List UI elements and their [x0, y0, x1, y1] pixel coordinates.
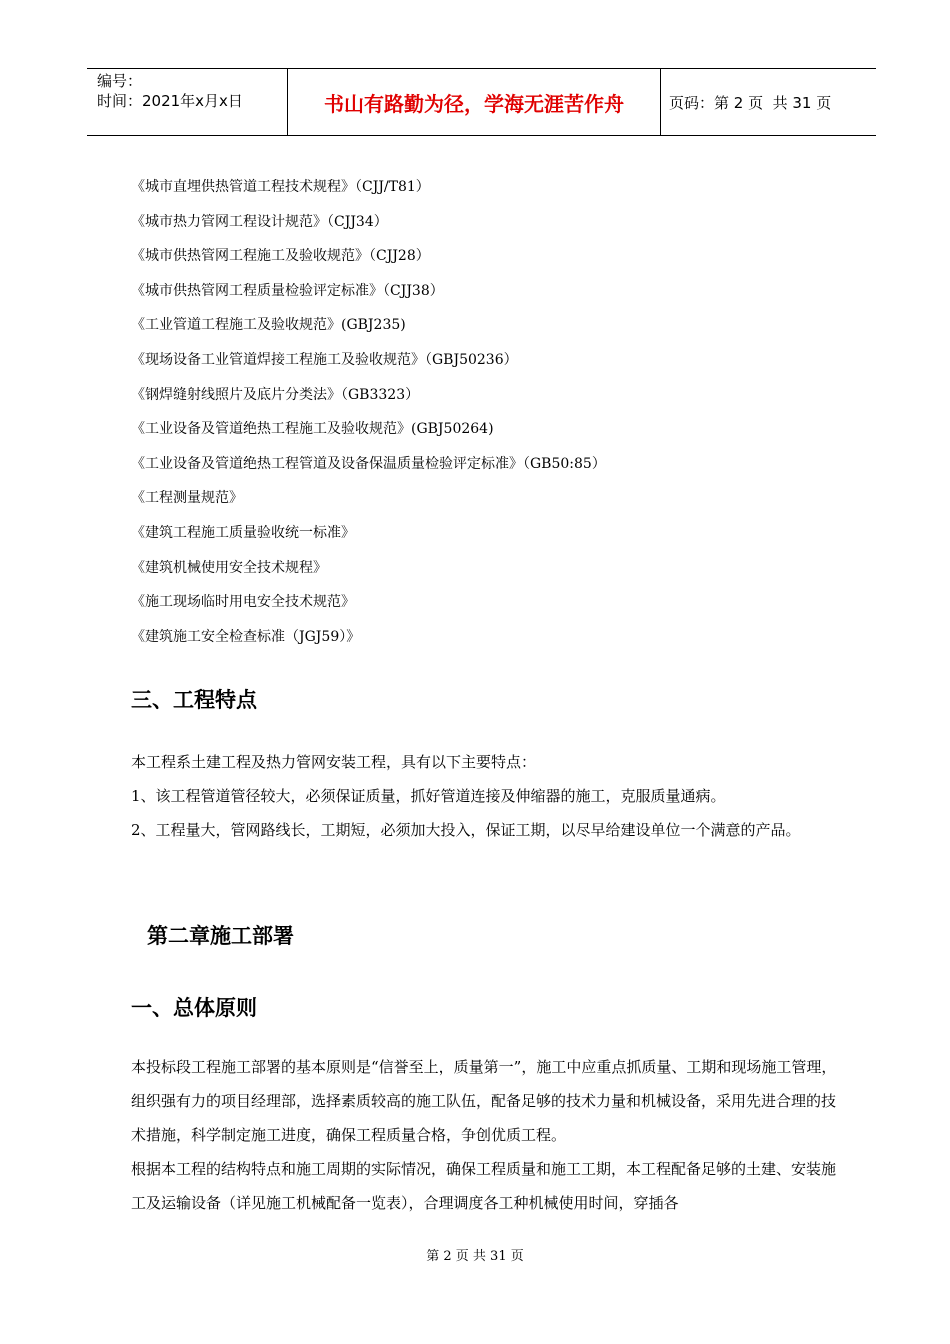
reference-item: 《施工现场临时用电安全技术规范》 [131, 594, 355, 611]
reference-item: 《城市热力管网工程设计规范》（CJJ34） [131, 213, 388, 230]
principles-body [131, 1050, 837, 1220]
reference-item: 《城市供热管网工程质量检验评定标准》（CJJ38） [131, 282, 444, 299]
section-heading-principles: 一、总体原则 [131, 996, 257, 1020]
reference-item: 《钢焊缝射线照片及底片分类法》（GB3323） [131, 386, 420, 403]
features-body [131, 745, 837, 847]
reference-item: 《城市供热管网工程施工及验收规范》（CJJ28） [131, 248, 430, 265]
page-footer: 第 2 页 共 31 页 [426, 1249, 524, 1264]
reference-item: 《现场设备工业管道焊接工程施工及验收规范》（GBJ50236） [131, 351, 518, 368]
reference-item: 《工程测量规范》 [131, 490, 243, 507]
header-meta [87, 69, 287, 135]
reference-item: 《工业设备及管道绝热工程施工及验收规范》(GBJ50264) [131, 421, 494, 438]
header-motto: 书山有路勤为径，学海无涯苦作舟 [287, 69, 661, 135]
reference-item: 《城市直埋供热管道工程技术规程》（CJJ/T81） [131, 179, 430, 195]
reference-item: 《建筑施工安全检查标准（JGJ59）》 [131, 628, 361, 645]
features-intro: 本工程系土建工程及热力管网安装工程，具有以下主要特点： [131, 753, 537, 771]
time-label: 时间：2021年x月x日 [97, 92, 243, 110]
page-info-text: 页码：第 2 页 共 31 页 [669, 93, 832, 112]
section-heading-features: 三、工程特点 [131, 688, 257, 712]
features-point-2: 2、工程量大，管网路线长，工期短，必须加大投入，保证工期，以尽早给建设单位一个满意的产品。 [131, 821, 801, 839]
reference-item: 《建筑工程施工质量验收统一标准》 [131, 524, 355, 541]
reference-item: 《工业设备及管道绝热工程管道及设备保温质量检验评定标准》（GB50:85） [131, 455, 606, 472]
chapter-heading-deployment: 第二章施工部署 [147, 924, 294, 948]
number-label: 编号： [97, 72, 143, 90]
header-page-info [661, 69, 876, 135]
page-header [87, 68, 876, 136]
reference-item: 《工业管道工程施工及验收规范》(GBJ235) [131, 317, 406, 334]
reference-item: 《建筑机械使用安全技术规程》 [131, 559, 327, 576]
principles-paragraph-2: 根据本工程的结构特点和施工周期的实际情况，确保工程质量和施工工期，本工程配备足够的土建、安装施工及运输设备（详见施工机械配备一览表），合理调度各工种机械使用时间，穿插各 [131, 1160, 837, 1212]
principles-paragraph-1: 本投标段工程施工部署的基本原则是“信誉至上，质量第一”，施工中应重点抓质量、工期和现场施工管理，组织强有力的项目经理部，选择素质较高的施工队伍，配备足够的技术力量和机械设备，采用先进合理的技术措施，科学制定施工进度，确保工程质量合格，争创优质工程。 [131, 1058, 837, 1144]
features-point-1: 1、该工程管道管径较大，必须保证质量，抓好管道连接及伸缩器的施工，克服质量通病。 [131, 787, 726, 805]
reference-list [131, 170, 851, 654]
